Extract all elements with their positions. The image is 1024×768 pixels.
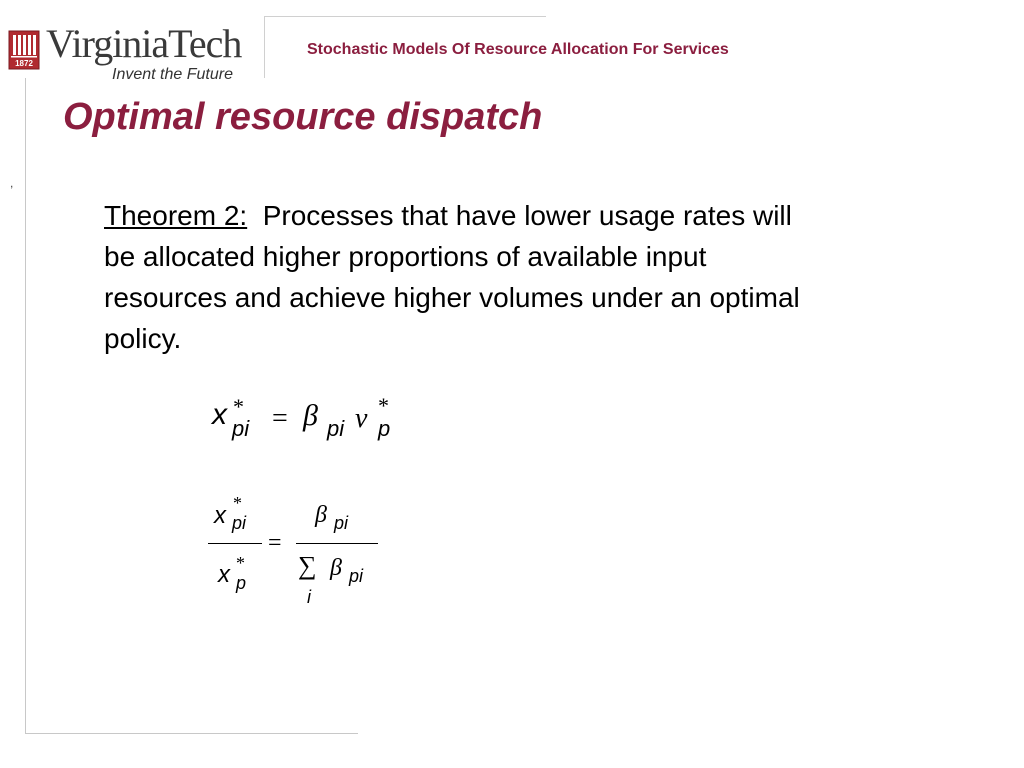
theorem-text: Processes that have lower usage rates will be allocated higher proportions of available input resources and achieve higher volumes under an optimal policy. [104,200,800,354]
presentation-title: Stochastic Models Of Resource Allocation For Services [307,41,729,58]
virginia-tech-logo [8,21,258,88]
seal-icon [8,30,40,70]
eq1-nu-star: * [378,393,389,418]
eq2-den-beta-sub: pi [349,566,364,586]
eq2-num-sub: pi [232,513,247,533]
eq2-den-star: * [236,553,245,573]
eq2-sum: ∑ [298,551,317,580]
eq1-nu: ν [355,403,368,434]
eq1-nu-sub: p [378,416,391,441]
eq2-right-fraction-bar [296,543,378,544]
eq2-den-beta: β [330,555,342,581]
eq2-equals: = [268,530,282,556]
eq1-x-sub: pi [232,416,250,441]
frame-left-line [25,78,26,734]
eq1-beta: β [303,399,318,432]
brand-tagline: Invent the Future [112,66,233,83]
header-divider-vertical [264,16,265,78]
eq2-num-x: x [214,502,226,529]
brand-wordmark: VirginiaTech [46,21,242,66]
stray-mark: , [10,176,14,190]
eq2-left-fraction-bar [208,543,262,544]
eq1-equals: = [272,403,288,434]
seal-year: 1872 [15,59,33,68]
eq1-x: x [212,398,227,431]
eq1-x-star: * [233,394,244,419]
eq2-den-sub: p [236,573,247,593]
eq2-num-beta-sub: pi [334,513,349,533]
theorem-statement [104,195,824,359]
eq2-sum-index: i [307,587,311,607]
eq2-den-x: x [218,561,230,588]
eq1-beta-sub: pi [327,416,345,441]
header-divider-horizontal [264,16,546,17]
slide-title: Optimal resource dispatch [63,96,543,138]
theorem-label: Theorem 2: [104,200,248,231]
frame-bottom-line [25,733,358,734]
eq2-num-beta: β [315,502,327,528]
eq2-num-star: * [233,493,242,513]
